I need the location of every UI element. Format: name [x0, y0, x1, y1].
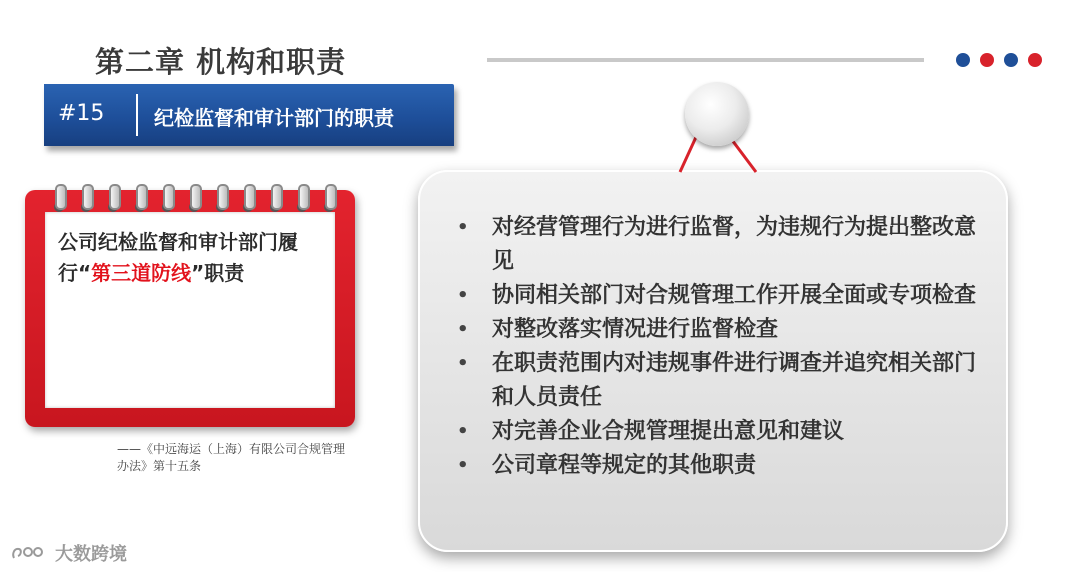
duty-item: • 协同相关部门对合规管理工作开展全面或专项检查 — [452, 279, 992, 313]
section-divider — [136, 94, 138, 136]
duty-item: • 对整改落实情况进行监督检查 — [452, 313, 992, 347]
binder-ring — [190, 184, 202, 210]
watermark-text: 大数跨境 — [55, 544, 127, 565]
dot-3 — [1004, 53, 1018, 67]
section-title: 纪检监督和审计部门的职责 — [154, 106, 394, 130]
section-number: #15 — [58, 101, 105, 126]
duty-item: • 对完善企业合规管理提出意见和建议 — [452, 415, 992, 449]
source-line-1: ——《中远海运（上海）有限公司合规管理 — [117, 442, 346, 456]
source-line-2: 办法》第十五条 — [117, 459, 202, 473]
binder-ring — [244, 184, 256, 210]
decorative-dots — [956, 53, 1042, 67]
binder-ring — [82, 184, 94, 210]
binder-ring — [163, 184, 175, 210]
dot-1 — [956, 53, 970, 67]
binder-ring — [298, 184, 310, 210]
duty-item: • 公司章程等规定的其他职责 — [452, 449, 992, 483]
dot-4 — [1028, 53, 1042, 67]
watermark — [10, 540, 127, 566]
notepad-text-after: ”职责 — [191, 261, 245, 285]
watermark-logo-icon — [10, 544, 50, 562]
duty-item: • 对经营管理行为进行监督，为违规行为提出整改意见 — [452, 211, 992, 279]
notepad-rings — [25, 184, 355, 214]
pin-head — [685, 82, 749, 146]
binder-ring — [55, 184, 67, 210]
notepad-text-before: 公司纪检监督和审计部门履行“ — [58, 230, 298, 285]
binder-ring — [325, 184, 337, 210]
notepad-highlight: 第三道防线 — [91, 261, 192, 285]
source-citation — [117, 441, 387, 475]
title-rule — [487, 58, 924, 62]
binder-ring — [109, 184, 121, 210]
notepad — [25, 190, 355, 427]
duty-item: • 在职责范围内对违规事件进行调查并追究相关部门和人员责任 — [452, 347, 992, 415]
notepad-text — [58, 227, 328, 289]
section-bar — [44, 84, 454, 146]
duties-list — [452, 211, 992, 483]
binder-ring — [271, 184, 283, 210]
binder-ring — [136, 184, 148, 210]
chapter-title: 第二章 机构和职责 — [95, 45, 347, 79]
binder-ring — [217, 184, 229, 210]
dot-2 — [980, 53, 994, 67]
